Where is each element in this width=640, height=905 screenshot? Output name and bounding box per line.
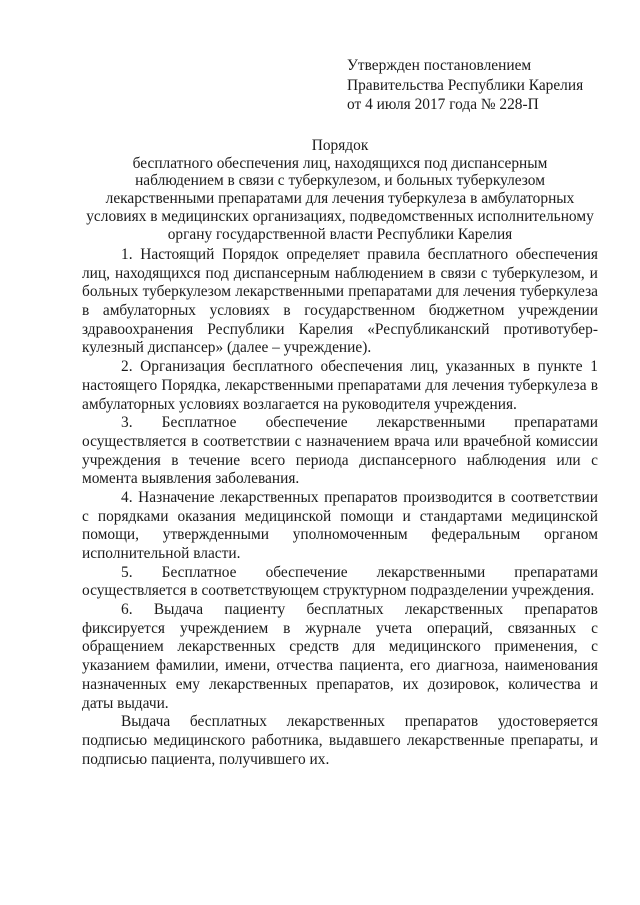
body-word: с bbox=[294, 432, 302, 450]
body-line: исполнительной власти. bbox=[82, 545, 241, 562]
body-word: медицинской bbox=[244, 507, 332, 525]
body-line bbox=[82, 265, 598, 284]
body-word: Карелия bbox=[298, 320, 354, 338]
body-word: удостоверяется bbox=[497, 713, 598, 731]
body-line bbox=[82, 638, 598, 657]
body-word: препаратами bbox=[514, 563, 598, 581]
body-word: Бесплатное bbox=[161, 563, 237, 581]
body-word: всего bbox=[250, 451, 286, 469]
body-word: туберкулеза bbox=[519, 283, 598, 301]
body-word: в bbox=[428, 264, 436, 282]
body-word: 5. bbox=[121, 563, 133, 581]
body-word: комиссии bbox=[535, 432, 598, 450]
body-word: лекарственными bbox=[376, 563, 486, 581]
body-word: лиц, bbox=[410, 358, 439, 376]
body-word: оказания bbox=[177, 507, 236, 525]
body-word: лиц, bbox=[82, 264, 111, 282]
body-word: журнале bbox=[305, 619, 362, 637]
body-line: даты выдачи. bbox=[82, 694, 169, 712]
body-word: противотубер- bbox=[503, 320, 598, 338]
body-word: лекарственных bbox=[177, 638, 276, 656]
body-word: в bbox=[283, 619, 291, 637]
body-word: учреждении bbox=[518, 302, 598, 320]
body-word: 1. bbox=[121, 246, 133, 263]
body-word: обращением bbox=[82, 638, 164, 656]
body-word: отчества bbox=[276, 657, 334, 675]
body-line: осуществляется в соответствующем структурном подразделении учреждения. bbox=[82, 582, 595, 600]
body-word: диспансерного bbox=[359, 451, 457, 469]
body-word: указанием bbox=[82, 657, 150, 675]
body-line bbox=[82, 601, 598, 620]
body-line bbox=[82, 377, 598, 396]
body-word: 2. bbox=[121, 358, 133, 376]
body-line bbox=[82, 414, 598, 433]
body-word: препаратов, bbox=[316, 675, 394, 693]
body-word: Организация bbox=[140, 358, 226, 376]
body-line bbox=[82, 358, 598, 377]
body-word: медицинской bbox=[511, 507, 598, 525]
body-word: препаратов bbox=[324, 488, 398, 506]
body-word: Республики bbox=[207, 320, 285, 338]
body-word: диспансерным bbox=[233, 264, 330, 282]
body-line bbox=[82, 564, 598, 583]
body-word: лечения bbox=[452, 376, 505, 394]
body-word: учета bbox=[376, 619, 413, 637]
body-word: амбулаторных bbox=[102, 302, 196, 320]
body-word: препаратами bbox=[337, 376, 422, 394]
body-word: соответствии bbox=[203, 432, 291, 450]
body-word: врачебной bbox=[463, 432, 532, 450]
body-word: 1 bbox=[590, 358, 598, 376]
body-word: Настоящий bbox=[140, 246, 215, 263]
body-line bbox=[82, 657, 598, 676]
body-word: пункте bbox=[537, 358, 583, 376]
body-word: имени, bbox=[225, 657, 271, 675]
body-word: определяет bbox=[286, 246, 360, 263]
body-word: производится bbox=[403, 488, 493, 506]
body-word: с bbox=[82, 507, 89, 525]
body-word: лекарственных bbox=[404, 601, 504, 619]
body-word: операций, bbox=[426, 619, 493, 637]
body-word: наблюдения bbox=[466, 451, 546, 469]
body-word: бесплатного bbox=[232, 358, 313, 376]
body-word: в bbox=[191, 432, 199, 450]
body-word: лекарственные bbox=[406, 731, 505, 749]
body-word: учреждения bbox=[82, 451, 161, 469]
body-word: осуществляется bbox=[82, 432, 187, 450]
body-word: в bbox=[171, 451, 179, 469]
body-word: препаратами bbox=[348, 283, 432, 301]
body-word: туберкулезом bbox=[142, 283, 231, 301]
body-word: туберкулеза bbox=[508, 376, 587, 394]
body-word: средств bbox=[289, 638, 340, 656]
body-word: работника, bbox=[251, 731, 323, 749]
body-word: Назначение bbox=[138, 488, 215, 506]
title-heading: Порядок bbox=[311, 137, 369, 154]
body-line: амбулаторных условиях возлагается на руководителя учреждения. bbox=[82, 395, 517, 413]
body-line bbox=[82, 713, 598, 732]
body-word: препаратов bbox=[404, 713, 479, 731]
body-line bbox=[82, 508, 598, 527]
body-word: препаратами bbox=[514, 414, 598, 432]
body-word: больных bbox=[82, 283, 139, 301]
body-line bbox=[82, 620, 598, 639]
body-word: ему bbox=[175, 675, 200, 693]
body-word: 6. bbox=[121, 601, 133, 619]
document-title bbox=[70, 137, 610, 243]
body-word: обеспечения bbox=[515, 246, 598, 263]
body-word: помощи bbox=[340, 507, 394, 525]
body-word: с bbox=[591, 638, 598, 656]
body-word: федеральным bbox=[431, 526, 521, 544]
title-line: условиях в медицинских организациях, подведомственных исполнительному bbox=[86, 207, 594, 225]
body-word: Выдача bbox=[121, 713, 171, 731]
body-word: фамилии, bbox=[156, 657, 219, 675]
body-word: диагноза, bbox=[436, 657, 499, 675]
body-word: назначенных bbox=[82, 675, 167, 693]
body-word: здравоохранения bbox=[82, 320, 194, 338]
body-line bbox=[82, 321, 598, 340]
body-word: медицинского bbox=[153, 731, 246, 749]
body-word: настоящего bbox=[82, 376, 158, 394]
body-word: для bbox=[425, 376, 448, 394]
body-word: помощи, bbox=[82, 526, 140, 544]
body-word: Порядка, bbox=[161, 376, 221, 394]
body-word: с bbox=[591, 451, 598, 469]
body-word: стандартами bbox=[419, 507, 503, 525]
body-word: наименования bbox=[504, 657, 598, 675]
body-word: указанных bbox=[445, 358, 516, 376]
approval-line-2: Правительства Республики Карелия bbox=[347, 76, 584, 94]
body-word: дозировок, bbox=[427, 675, 500, 693]
body-word: течение bbox=[189, 451, 241, 469]
body-word: утвержденными bbox=[162, 526, 269, 544]
body-line bbox=[82, 433, 598, 452]
body-word: правила bbox=[367, 246, 421, 263]
body-word: обеспечение bbox=[265, 563, 348, 581]
title-line: наблюдением в связи с туберкулезом, и больных туберкулезом bbox=[135, 172, 545, 190]
body-word: в bbox=[590, 376, 598, 394]
body-word: связанных bbox=[507, 619, 577, 637]
body-word: под bbox=[205, 264, 229, 282]
body-word: количества bbox=[508, 675, 581, 693]
body-word: или bbox=[556, 451, 581, 469]
body-word: и bbox=[589, 731, 598, 749]
body-word: учреждением bbox=[179, 619, 269, 637]
body-word: лекарственными bbox=[224, 376, 334, 394]
body-word: туберкулезом, bbox=[492, 264, 585, 282]
body-word: его bbox=[409, 657, 431, 675]
body-word: бесплатных bbox=[306, 601, 384, 619]
body-word: с bbox=[480, 264, 488, 282]
document-body bbox=[82, 246, 598, 769]
body-word: и bbox=[402, 507, 411, 525]
body-word: фиксируется bbox=[82, 619, 166, 637]
body-word: бюджетном bbox=[428, 302, 505, 320]
body-line bbox=[82, 732, 598, 751]
body-word: пациента, bbox=[339, 657, 404, 675]
body-line bbox=[82, 283, 598, 302]
body-word: врача bbox=[394, 432, 430, 450]
title-line: органу государственной власти Республики Карелия bbox=[167, 225, 513, 243]
body-word: органом bbox=[544, 526, 598, 544]
body-word: для bbox=[352, 638, 376, 656]
body-word: выдавшего bbox=[328, 731, 401, 749]
body-word: лекарственными bbox=[235, 283, 344, 301]
body-word: «Республиканский bbox=[367, 320, 490, 338]
body-word: в bbox=[82, 302, 90, 320]
body-word: обеспечения bbox=[320, 358, 403, 376]
body-word: лечения bbox=[463, 283, 516, 301]
body-word: лекарственных bbox=[220, 488, 319, 506]
body-word: государственном bbox=[304, 302, 416, 320]
body-word: 3. bbox=[121, 414, 133, 432]
body-word: бесплатного bbox=[427, 246, 509, 263]
body-word: с bbox=[591, 619, 598, 637]
approval-line-1: Утвержден постановлением bbox=[347, 57, 532, 74]
body-word: периода bbox=[295, 451, 349, 469]
body-word: обеспечение bbox=[265, 414, 348, 432]
body-word: их bbox=[402, 675, 419, 693]
body-word: или bbox=[434, 432, 459, 450]
body-word: и bbox=[589, 675, 598, 693]
body-word: Бесплатное bbox=[161, 414, 237, 432]
body-word: находящихся bbox=[114, 264, 201, 282]
body-word: лекарственных bbox=[286, 713, 385, 731]
body-word: Порядок bbox=[222, 246, 279, 263]
body-word: медицинского bbox=[388, 638, 481, 656]
body-word: лекарственными bbox=[376, 414, 486, 432]
body-word: соответствии bbox=[511, 488, 598, 506]
body-word: бесплатных bbox=[189, 713, 267, 731]
body-word: назначением bbox=[306, 432, 390, 450]
body-word: 4. bbox=[121, 488, 133, 506]
body-word: и bbox=[589, 264, 598, 282]
body-line bbox=[82, 489, 598, 508]
body-line bbox=[82, 246, 598, 265]
title-line: бесплатного обеспечения лиц, находящихся под диспансерным bbox=[132, 154, 548, 172]
body-line bbox=[82, 302, 598, 321]
approval-line-3: от 4 июля 2017 года № 228-П bbox=[347, 96, 539, 113]
body-word: лекарственных bbox=[209, 675, 308, 693]
body-word: применения, bbox=[494, 638, 578, 656]
body-word: подписью bbox=[82, 731, 148, 749]
body-word: препаратов bbox=[524, 601, 598, 619]
title-line: лекарственными препаратами для лечения туберкулеза в амбулаторных bbox=[105, 190, 575, 208]
body-word: для bbox=[436, 283, 459, 301]
body-word: связи bbox=[440, 264, 476, 282]
body-word: порядками bbox=[97, 507, 169, 525]
body-line: подписью пациента, получившего их. bbox=[82, 750, 330, 768]
body-line: момента выявления заболевания. bbox=[82, 470, 300, 488]
body-word: препараты, bbox=[510, 731, 584, 749]
body-word: в bbox=[283, 302, 291, 320]
body-line: кулезный диспансер» (далее – учреждение). bbox=[82, 339, 372, 357]
body-word: Выдача bbox=[153, 601, 204, 619]
body-word: в bbox=[498, 488, 506, 506]
body-word: уполномоченным bbox=[292, 526, 408, 544]
approval-stamp-block bbox=[347, 56, 597, 115]
body-line bbox=[82, 452, 598, 471]
body-line bbox=[82, 526, 598, 545]
body-word: наблюдением bbox=[334, 264, 424, 282]
body-word: пациенту bbox=[224, 601, 286, 619]
body-word: в bbox=[522, 358, 530, 376]
body-word: условиях bbox=[209, 302, 270, 320]
body-line bbox=[82, 676, 598, 695]
